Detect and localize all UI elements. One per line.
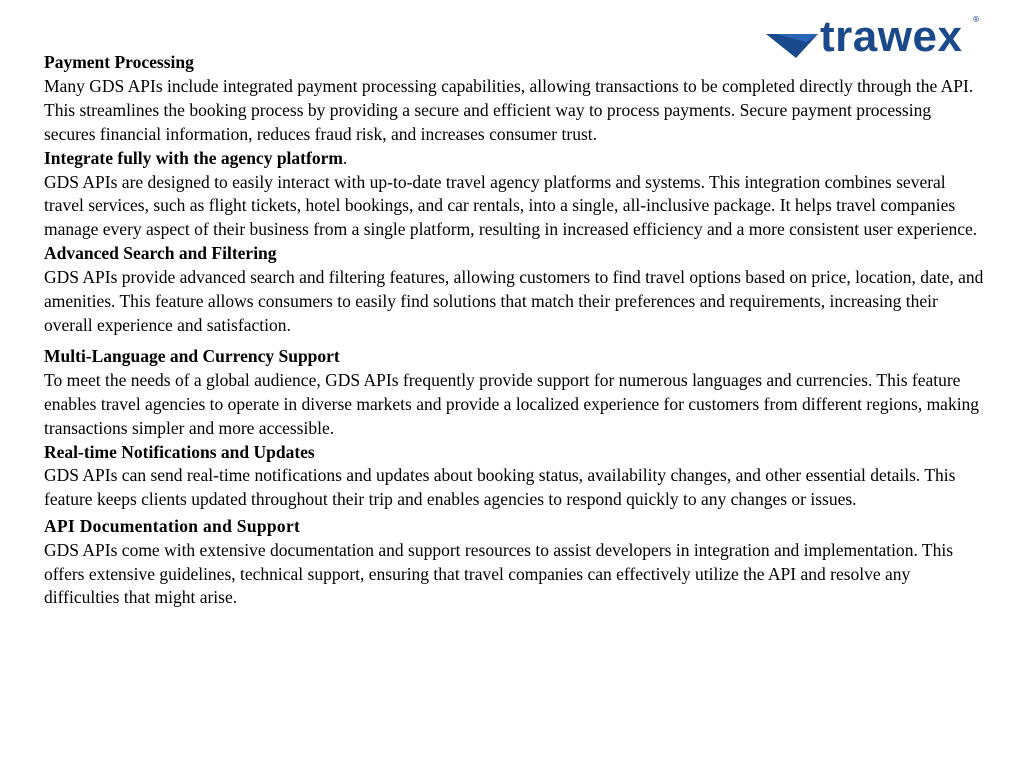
section-multi-language xyxy=(44,345,984,441)
section-heading: Real-time Notifications and Updates xyxy=(44,441,315,462)
document-body xyxy=(44,51,984,610)
section-body: To meet the needs of a global audience, GDS APIs frequently provide support for numerous languages and currencies. This feature enables travel agencies to operate in diverse markets and provide a localized experience for customers from different regions, making transactions simpler and more accessible. xyxy=(44,369,980,438)
section-heading: Multi-Language and Currency Support xyxy=(44,345,340,366)
section-payment-processing xyxy=(44,51,984,147)
logo-wordmark: trawex xyxy=(820,12,963,61)
section-body: GDS APIs provide advanced search and filtering features, allowing customers to find travel options based on price, location, date, and amenities. This feature allows consumers to easily find solutions that match their preferences and requirements, increasing their overall experience and satisfaction. xyxy=(44,267,984,335)
section-heading: Advanced Search and Filtering xyxy=(44,243,277,264)
section-heading: Integrate fully with the agency platform. xyxy=(44,147,348,168)
section-agency-platform xyxy=(44,147,984,243)
section-api-documentation xyxy=(44,515,984,609)
section-body: Many GDS APIs include integrated payment processing capabilities, allowing transactions to be completed directly through the API. This streamlines the booking process by providing a secure and efficient way to process payments. Secure payment processing secures financial information, reduces fraud risk, and increases consumer trust. xyxy=(44,75,974,144)
section-real-time-notifications xyxy=(44,441,984,513)
section-body: GDS APIs can send real-time notifications and updates about booking status, availability changes, and other essential details. This feature keeps clients updated throughout their trip and enables agencies to respond quickly to any changes or issues. xyxy=(44,465,956,510)
section-heading: Payment Processing xyxy=(44,52,194,72)
registered-mark: ® xyxy=(972,15,980,24)
section-body: GDS APIs come with extensive documentation and support resources to assist developers in integration and implementation. This offers extensive guidelines, technical support, ensuring that travel companies can effectively utilize the API and resolve any difficulties that might arise. xyxy=(44,540,954,608)
section-heading: API Documentation and Support xyxy=(44,516,301,537)
section-body: GDS APIs are designed to easily interact with up-to-date travel agency platforms and systems. This integration combines several travel services, such as flight tickets, hotel bookings, and car rentals, into a single, all-inclusive package. It helps travel companies manage every aspect of their business from a single platform, resulting in increased efficiency and a more consistent user experience. xyxy=(44,171,978,240)
section-advanced-search xyxy=(44,242,984,338)
